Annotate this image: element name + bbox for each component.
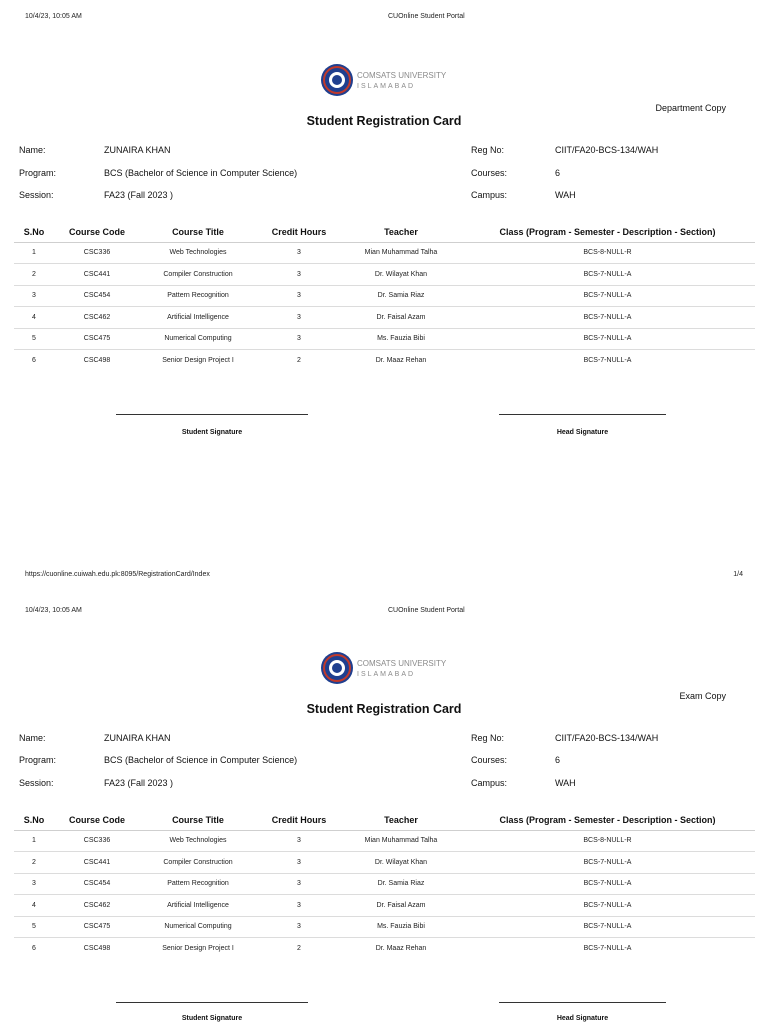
card-title: Student Registration Card (306, 702, 462, 716)
name-label: Name: (19, 733, 46, 743)
cell-teacher: Dr. Samia Riaz (342, 873, 460, 895)
name-label: Name: (19, 145, 46, 155)
reg-no: CIIT/FA20-BCS-134/WAH (555, 145, 659, 155)
cell-teacher: Dr. Maaz Rehan (375, 945, 427, 952)
program-label: Program: (19, 168, 57, 178)
cell-sno: 3 (14, 873, 54, 895)
student-signature-label: Student Signature (181, 429, 243, 436)
session-label: Session: (19, 778, 54, 788)
col-header-sno: S.No (14, 222, 54, 242)
cell-course-title: Web Technologies (140, 830, 256, 852)
regno-label: Reg No: (471, 145, 505, 155)
campus: WAH (555, 190, 576, 200)
program-label: Program: (19, 755, 57, 765)
table-row (14, 895, 755, 917)
session: FA23 (Fall 2023 ) (104, 778, 174, 788)
col-header-class: Class (Program - Semester - Description - Section) (460, 810, 755, 830)
col-header-sno: S.No (14, 810, 54, 830)
table-row (14, 285, 755, 307)
cell-course-code: CSC454 (54, 285, 140, 307)
logo-university-name: COMSATS UNIVERSITY (357, 659, 447, 668)
cell-class: BCS-7-NULL-A (460, 852, 755, 874)
cell-credit-hours: 3 (256, 307, 342, 329)
table-header-row (14, 222, 755, 242)
cell-sno: 3 (14, 285, 54, 307)
col-header-credit-hours: Credit Hours (256, 222, 342, 242)
cell-credit-hours: 3 (256, 285, 342, 307)
cell-class: BCS-8-NULL-R (460, 830, 755, 852)
student-signature-label: Student Signature (181, 1015, 243, 1022)
cell-sno: 2 (14, 852, 54, 874)
cell-class: BCS-7-NULL-A (460, 285, 755, 307)
col-header-course-code: Course Code (54, 810, 140, 830)
cell-course-title: Senior Design Project I (162, 945, 234, 952)
session: FA23 (Fall 2023 ) (104, 190, 174, 200)
table-row (14, 873, 755, 895)
cell-class: BCS-7-NULL-A (583, 357, 632, 364)
table-row (14, 916, 755, 938)
cell-class: BCS-7-NULL-A (460, 328, 755, 350)
print-datetime: 10/4/23, 10:05 AM (25, 13, 82, 20)
regno-label: Reg No: (471, 733, 505, 743)
cell-course-code: CSC462 (54, 895, 140, 917)
cell-teacher: Ms. Fauzia Bibi (342, 916, 460, 938)
head-signature-line (499, 1002, 666, 1003)
campus: WAH (555, 778, 576, 788)
portal-title: CUOnline Student Portal (388, 607, 465, 614)
cell-teacher: Dr. Faisal Azam (342, 895, 460, 917)
courses-label: Courses: (471, 168, 508, 178)
cell-teacher: Dr. Wilayat Khan (342, 264, 460, 286)
courses-count: 6 (555, 168, 561, 178)
cell-sno: 1 (14, 830, 54, 852)
student-name: ZUNAIRA KHAN (104, 145, 171, 155)
card-title: Student Registration Card (306, 114, 462, 128)
table-header-row (14, 810, 755, 830)
campus-label: Campus: (471, 778, 508, 788)
campus-label: Campus: (471, 190, 508, 200)
cell-credit-hours: 3 (256, 895, 342, 917)
cell-course-code: CSC498 (83, 945, 111, 952)
cell-credit-hours: 2 (297, 357, 301, 364)
cell-sno: 5 (14, 916, 54, 938)
col-header-course-title: Course Title (140, 222, 256, 242)
courses-table (14, 222, 755, 371)
col-header-teacher: Teacher (342, 222, 460, 242)
cell-credit-hours: 3 (256, 873, 342, 895)
head-signature-line (499, 414, 666, 415)
footer-url: https://cuonline.cuiwah.edu.pk:8095/RegistrationCard/Index (25, 571, 210, 578)
cell-credit-hours: 3 (256, 852, 342, 874)
logo-university-name: COMSATS UNIVERSITY (357, 71, 447, 80)
cell-course-title: Pattern Recognition (140, 873, 256, 895)
cell-teacher: Mian Muhammad Talha (342, 242, 460, 264)
program: BCS (Bachelor of Science in Computer Science) (104, 168, 298, 178)
cell-teacher: Dr. Faisal Azam (342, 307, 460, 329)
head-signature-label: Head Signature (556, 1015, 609, 1022)
cell-class: BCS-8-NULL-R (460, 242, 755, 264)
courses-count: 6 (555, 755, 561, 765)
logo-city: ISLAMABAD (357, 83, 416, 90)
cell-course-code: CSC462 (54, 307, 140, 329)
copy-label-department: Department Copy (655, 103, 726, 113)
cell-credit-hours: 2 (297, 945, 301, 952)
session-label: Session: (19, 190, 54, 200)
table-row (14, 264, 755, 286)
university-logo (319, 650, 449, 686)
print-datetime: 10/4/23, 10:05 AM (25, 607, 82, 614)
cell-course-title: Numerical Computing (140, 328, 256, 350)
program: BCS (Bachelor of Science in Computer Science) (104, 755, 298, 765)
student-name: ZUNAIRA KHAN (104, 733, 171, 743)
cell-course-title: Compiler Construction (140, 264, 256, 286)
student-signature-line (116, 414, 308, 415)
table-row (14, 328, 755, 350)
reg-no: CIIT/FA20-BCS-134/WAH (555, 733, 659, 743)
cell-course-code: CSC475 (54, 916, 140, 938)
cell-credit-hours: 3 (256, 830, 342, 852)
head-signature-label: Head Signature (556, 429, 609, 436)
cell-class: BCS-7-NULL-A (460, 895, 755, 917)
table-row (14, 830, 755, 852)
cell-credit-hours: 3 (256, 328, 342, 350)
cell-course-code: CSC475 (54, 328, 140, 350)
cell-class: BCS-7-NULL-A (583, 945, 632, 952)
col-header-class: Class (Program - Semester - Description - Section) (460, 222, 755, 242)
cell-sno: 4 (14, 895, 54, 917)
cell-course-code: CSC498 (83, 357, 111, 364)
cell-course-title: Web Technologies (140, 242, 256, 264)
cell-course-code: CSC441 (54, 852, 140, 874)
cell-course-code: CSC336 (54, 242, 140, 264)
cell-course-code: CSC454 (54, 873, 140, 895)
table-row (14, 307, 755, 329)
cell-teacher: Dr. Samia Riaz (342, 285, 460, 307)
portal-title: CUOnline Student Portal (388, 13, 465, 20)
cell-class: BCS-7-NULL-A (460, 264, 755, 286)
student-signature-line (116, 1002, 308, 1003)
cell-credit-hours: 3 (256, 242, 342, 264)
cell-class: BCS-7-NULL-A (460, 916, 755, 938)
cell-class: BCS-7-NULL-A (460, 307, 755, 329)
university-logo (319, 62, 449, 98)
cell-class: BCS-7-NULL-A (460, 873, 755, 895)
cell-teacher: Mian Muhammad Talha (342, 830, 460, 852)
copy-label-exam: Exam Copy (679, 691, 726, 701)
cell-sno: 4 (14, 307, 54, 329)
cell-teacher: Dr. Wilayat Khan (342, 852, 460, 874)
table-row (14, 350, 755, 372)
cell-sno: 5 (14, 328, 54, 350)
cell-course-title: Numerical Computing (140, 916, 256, 938)
logo-city: ISLAMABAD (357, 671, 416, 678)
table-row (14, 852, 755, 874)
cell-sno: 6 (32, 945, 36, 952)
cell-teacher: Dr. Maaz Rehan (375, 357, 427, 364)
footer-page-number: 1/4 (733, 571, 743, 578)
cell-course-code: CSC336 (54, 830, 140, 852)
table-row (14, 242, 755, 264)
col-header-credit-hours: Credit Hours (256, 810, 342, 830)
courses-table (14, 810, 755, 959)
cell-course-title: Senior Design Project I (162, 357, 234, 364)
col-header-course-code: Course Code (54, 222, 140, 242)
col-header-course-title: Course Title (140, 810, 256, 830)
cell-teacher: Ms. Fauzia Bibi (342, 328, 460, 350)
courses-label: Courses: (471, 755, 508, 765)
cell-sno: 1 (14, 242, 54, 264)
cell-course-code: CSC441 (54, 264, 140, 286)
cell-credit-hours: 3 (256, 916, 342, 938)
cell-credit-hours: 3 (256, 264, 342, 286)
col-header-teacher: Teacher (342, 810, 460, 830)
table-row (14, 938, 755, 960)
cell-sno: 2 (14, 264, 54, 286)
cell-course-title: Pattern Recognition (140, 285, 256, 307)
cell-course-title: Compiler Construction (140, 852, 256, 874)
cell-sno: 6 (32, 357, 36, 364)
cell-course-title: Artificial Intelligence (140, 895, 256, 917)
cell-course-title: Artificial Intelligence (140, 307, 256, 329)
